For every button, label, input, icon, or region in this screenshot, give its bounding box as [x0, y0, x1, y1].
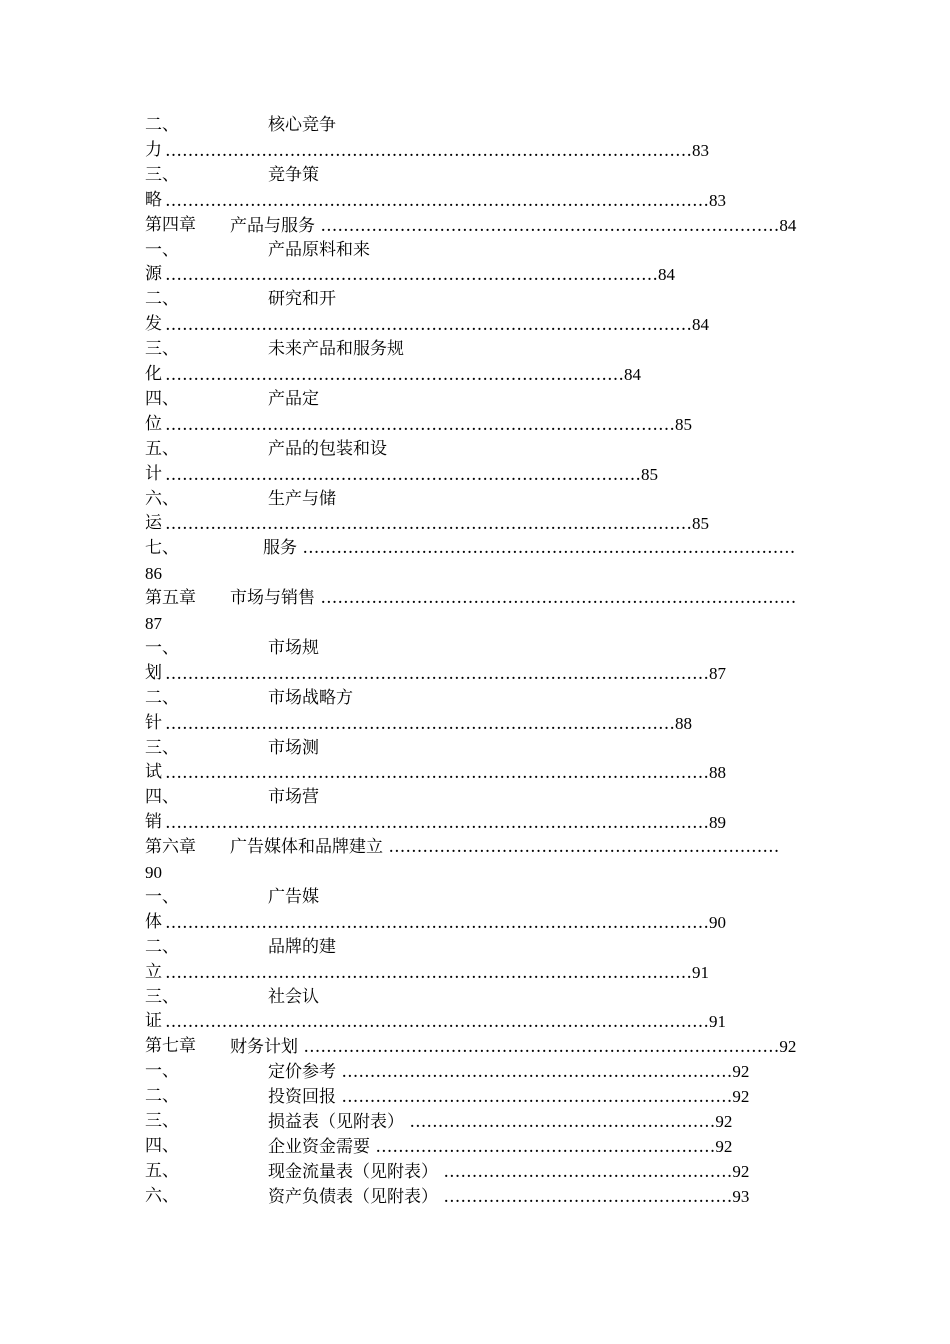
section-number: 一、 [145, 886, 179, 907]
page-number: 90 [709, 912, 726, 932]
section-title: 市场战略方 [268, 687, 353, 708]
leader-dots: …………………………………………………………………………… [165, 265, 658, 286]
page-number: 85 [692, 514, 709, 534]
leader-dots: …………………………………………………………… [341, 1062, 733, 1083]
toc-line [145, 561, 805, 586]
chapter-number: 第五章 [145, 588, 196, 609]
toc-line [145, 1134, 805, 1159]
leader-dots: …………………………………………………………………………………… [165, 813, 709, 834]
chapter-title [230, 586, 796, 611]
section-title: 产品定 [268, 388, 319, 409]
toc-line [145, 163, 805, 188]
leader-dots [165, 910, 726, 936]
toc-line [145, 437, 805, 462]
page-number: 87 [709, 663, 726, 683]
leader-dots: ……………………………………………………………………… [320, 215, 780, 236]
toc-line [145, 188, 805, 213]
chapter-title [230, 835, 779, 860]
section-number: 四、 [145, 388, 179, 409]
title-continuation: 发 [145, 314, 162, 335]
leader-dots: …………………………………………………………………………………… [165, 763, 709, 784]
leader-dots: ………………………………………………………………………… [303, 1037, 780, 1058]
section-number: 一、 [145, 637, 179, 658]
page-number: 85 [641, 464, 658, 484]
toc-line [145, 1184, 805, 1209]
leader-dots: ………………………………………………………………………………… [165, 962, 692, 983]
page-number: 84 [779, 215, 797, 235]
page-number: 91 [709, 1012, 726, 1032]
page-number: 92 [732, 1087, 750, 1107]
section-title: 品牌的建 [268, 936, 336, 957]
section-title [268, 1134, 732, 1160]
leader-dots: ………………………………………………………………………… [165, 464, 641, 485]
chapter-title [230, 213, 796, 239]
title-continuation: 位 [145, 413, 162, 434]
title-continuation: 针 [145, 712, 162, 733]
section-number: 三、 [145, 339, 179, 360]
section-number: 三、 [145, 1111, 179, 1131]
toc-line [145, 985, 805, 1010]
page-number: 83 [692, 140, 709, 160]
toc-line [145, 611, 805, 636]
leader-dots: ………………………………………………………………………… [320, 588, 797, 609]
toc-line [145, 810, 805, 835]
toc-line [145, 586, 805, 611]
section-title: 市场规 [268, 637, 319, 658]
leader-dots: ……………………………………………… [409, 1112, 716, 1132]
title-text: 财务计划 [230, 1037, 304, 1058]
title-continuation: 化 [145, 364, 162, 384]
section-number: 一、 [145, 1061, 179, 1082]
toc-line [145, 138, 805, 163]
toc-line [145, 362, 805, 387]
page-number: 84 [692, 315, 709, 335]
leader-dots: …………………………………………… [443, 1161, 733, 1182]
section-title: 广告媒 [268, 886, 319, 907]
title-text: 产品与服务 [230, 215, 321, 236]
leader-dots [165, 188, 726, 214]
title-continuation: 计 [145, 463, 162, 484]
section-number: 五、 [145, 438, 179, 459]
section-title: 竞争策 [268, 164, 319, 185]
toc-line [145, 785, 805, 810]
toc-line [145, 287, 805, 312]
leader-dots: …………………………………………………………… [341, 1087, 733, 1108]
toc-line [145, 337, 805, 362]
toc-line [145, 1034, 805, 1059]
toc-line [145, 412, 805, 437]
leader-dots [165, 511, 709, 537]
page-number: 93 [732, 1186, 750, 1206]
title-continuation: 体 [145, 911, 162, 932]
section-title: 产品原料和来 [268, 239, 370, 260]
toc-line [145, 686, 805, 711]
toc-line [145, 1109, 805, 1134]
title-text: 广告媒体和品牌建立 [230, 837, 389, 858]
page-number: 86 [145, 564, 162, 584]
leader-dots [165, 1009, 726, 1035]
title-continuation: 运 [145, 513, 162, 534]
section-number: 二、 [145, 936, 179, 957]
toc-line [145, 1084, 805, 1109]
toc-line [145, 511, 805, 536]
toc-line [145, 238, 805, 263]
leader-dots: ……………………………………………………………………… [165, 365, 624, 385]
page-number: 85 [675, 414, 692, 434]
leader-dots: ………………………………………………………………………………… [165, 315, 692, 336]
leader-dots [165, 810, 726, 836]
section-number: 五、 [145, 1160, 179, 1181]
section-title [268, 1159, 749, 1185]
toc-line [145, 312, 805, 337]
chapter-title [230, 1034, 796, 1060]
toc-line [145, 935, 805, 960]
page-number: 92 [715, 1136, 733, 1156]
page-number: 84 [624, 365, 641, 384]
section-number: 六、 [145, 1185, 179, 1206]
page-number: 88 [709, 763, 726, 783]
toc-line [145, 1009, 805, 1034]
toc-line [145, 711, 805, 736]
section-number: 二、 [145, 687, 179, 708]
section-number: 三、 [145, 986, 179, 1007]
leader-dots: …………………………………………………………… [388, 837, 780, 858]
leader-dots [165, 138, 709, 164]
section-title: 研究和开 [268, 289, 336, 310]
chapter-number: 七、 [145, 538, 179, 559]
section-number: 二、 [145, 289, 179, 310]
toc-line [145, 113, 805, 138]
title-continuation: 证 [145, 1011, 162, 1032]
leader-dots [165, 262, 675, 288]
toc-line [145, 661, 805, 686]
leader-dots [165, 760, 726, 786]
leader-dots [165, 362, 641, 388]
title-continuation: 源 [145, 264, 162, 285]
title-continuation: 立 [145, 961, 162, 982]
chapter-title [263, 536, 795, 561]
title-continuation: 略 [145, 189, 162, 210]
leader-dots: …………………………………………………………………………………… [165, 190, 709, 211]
chapter-number: 第六章 [145, 837, 196, 858]
toc-line [145, 736, 805, 761]
toc-line [145, 262, 805, 287]
leader-dots [165, 711, 692, 737]
toc-line [145, 213, 805, 238]
section-number: 三、 [145, 164, 179, 185]
section-title: 核心竞争 [268, 115, 336, 135]
section-number: 一、 [145, 239, 179, 260]
toc-line [145, 636, 805, 661]
leader-dots [165, 462, 658, 488]
leader-dots [165, 312, 709, 338]
title-text: 服务 [263, 538, 303, 559]
title-text: 损益表（见附表） [268, 1112, 410, 1132]
leader-dots: …………………………………………………………………………………… [165, 663, 709, 684]
leader-dots: …………………………………………………… [375, 1136, 716, 1157]
toc-line [145, 885, 805, 910]
section-title: 未来产品和服务规 [268, 339, 404, 360]
leader-dots: ………………………………………………………………………………… [165, 140, 692, 161]
section-number: 六、 [145, 488, 179, 509]
leader-dots [165, 960, 709, 986]
toc-line [145, 860, 805, 885]
toc-line [145, 387, 805, 412]
toc-line [145, 462, 805, 487]
page-number: 92 [715, 1112, 733, 1131]
page-number: 84 [658, 265, 675, 285]
section-number: 四、 [145, 787, 179, 808]
title-text: 定价参考 [268, 1062, 342, 1083]
leader-dots: ……………………………………………………………………………… [165, 414, 675, 435]
toc-line [145, 910, 805, 935]
toc-line [145, 1159, 805, 1184]
title-text: 企业资金需要 [268, 1136, 376, 1157]
section-title: 生产与储 [268, 488, 336, 509]
section-title [268, 1084, 749, 1110]
leader-dots: …………………………………………………………………………… [302, 538, 796, 559]
title-text: 现金流量表（见附表） [268, 1161, 444, 1182]
page-number: 91 [692, 962, 709, 982]
toc-line [145, 487, 805, 512]
title-text: 投资回报 [268, 1087, 342, 1108]
leader-dots: ………………………………………………………………………………… [165, 514, 692, 535]
page-number: 92 [779, 1037, 797, 1057]
leader-dots: …………………………………………………………………………………… [165, 912, 709, 933]
title-continuation: 试 [145, 762, 162, 783]
section-title: 产品的包装和设 [268, 438, 387, 459]
section-title [268, 1109, 732, 1135]
section-title: 市场测 [268, 737, 319, 758]
page-number: 83 [709, 190, 726, 210]
toc-line [145, 536, 805, 561]
page-number: 89 [709, 813, 726, 833]
page-number: 90 [145, 863, 162, 882]
page-number: 87 [145, 614, 162, 633]
toc-line [145, 960, 805, 985]
section-number: 三、 [145, 737, 179, 758]
page-number: 92 [732, 1161, 750, 1181]
leader-dots [165, 661, 726, 687]
section-title [268, 1184, 749, 1210]
toc-line [145, 760, 805, 785]
toc-line [145, 1059, 805, 1084]
page-number: 92 [732, 1062, 750, 1082]
leader-dots: …………………………………………………………………………………… [165, 1012, 709, 1033]
title-continuation: 力 [145, 139, 162, 160]
leader-dots: …………………………………………… [443, 1186, 733, 1207]
section-number: 二、 [145, 1086, 179, 1107]
chapter-number: 第七章 [145, 1036, 196, 1057]
title-continuation: 划 [145, 662, 162, 683]
section-title: 市场营 [268, 787, 319, 808]
section-number: 四、 [145, 1135, 179, 1156]
chapter-number: 第四章 [145, 214, 196, 235]
title-text: 资产负债表（见附表） [268, 1186, 444, 1207]
section-title [268, 1059, 749, 1085]
leader-dots: ……………………………………………………………………………… [165, 713, 675, 734]
section-title: 社会认 [268, 986, 319, 1007]
leader-dots [165, 412, 692, 438]
title-continuation: 销 [145, 812, 162, 833]
page-number: 88 [675, 713, 692, 733]
section-number: 二、 [145, 115, 179, 135]
toc-line [145, 835, 805, 860]
title-text: 市场与销售 [230, 588, 321, 609]
